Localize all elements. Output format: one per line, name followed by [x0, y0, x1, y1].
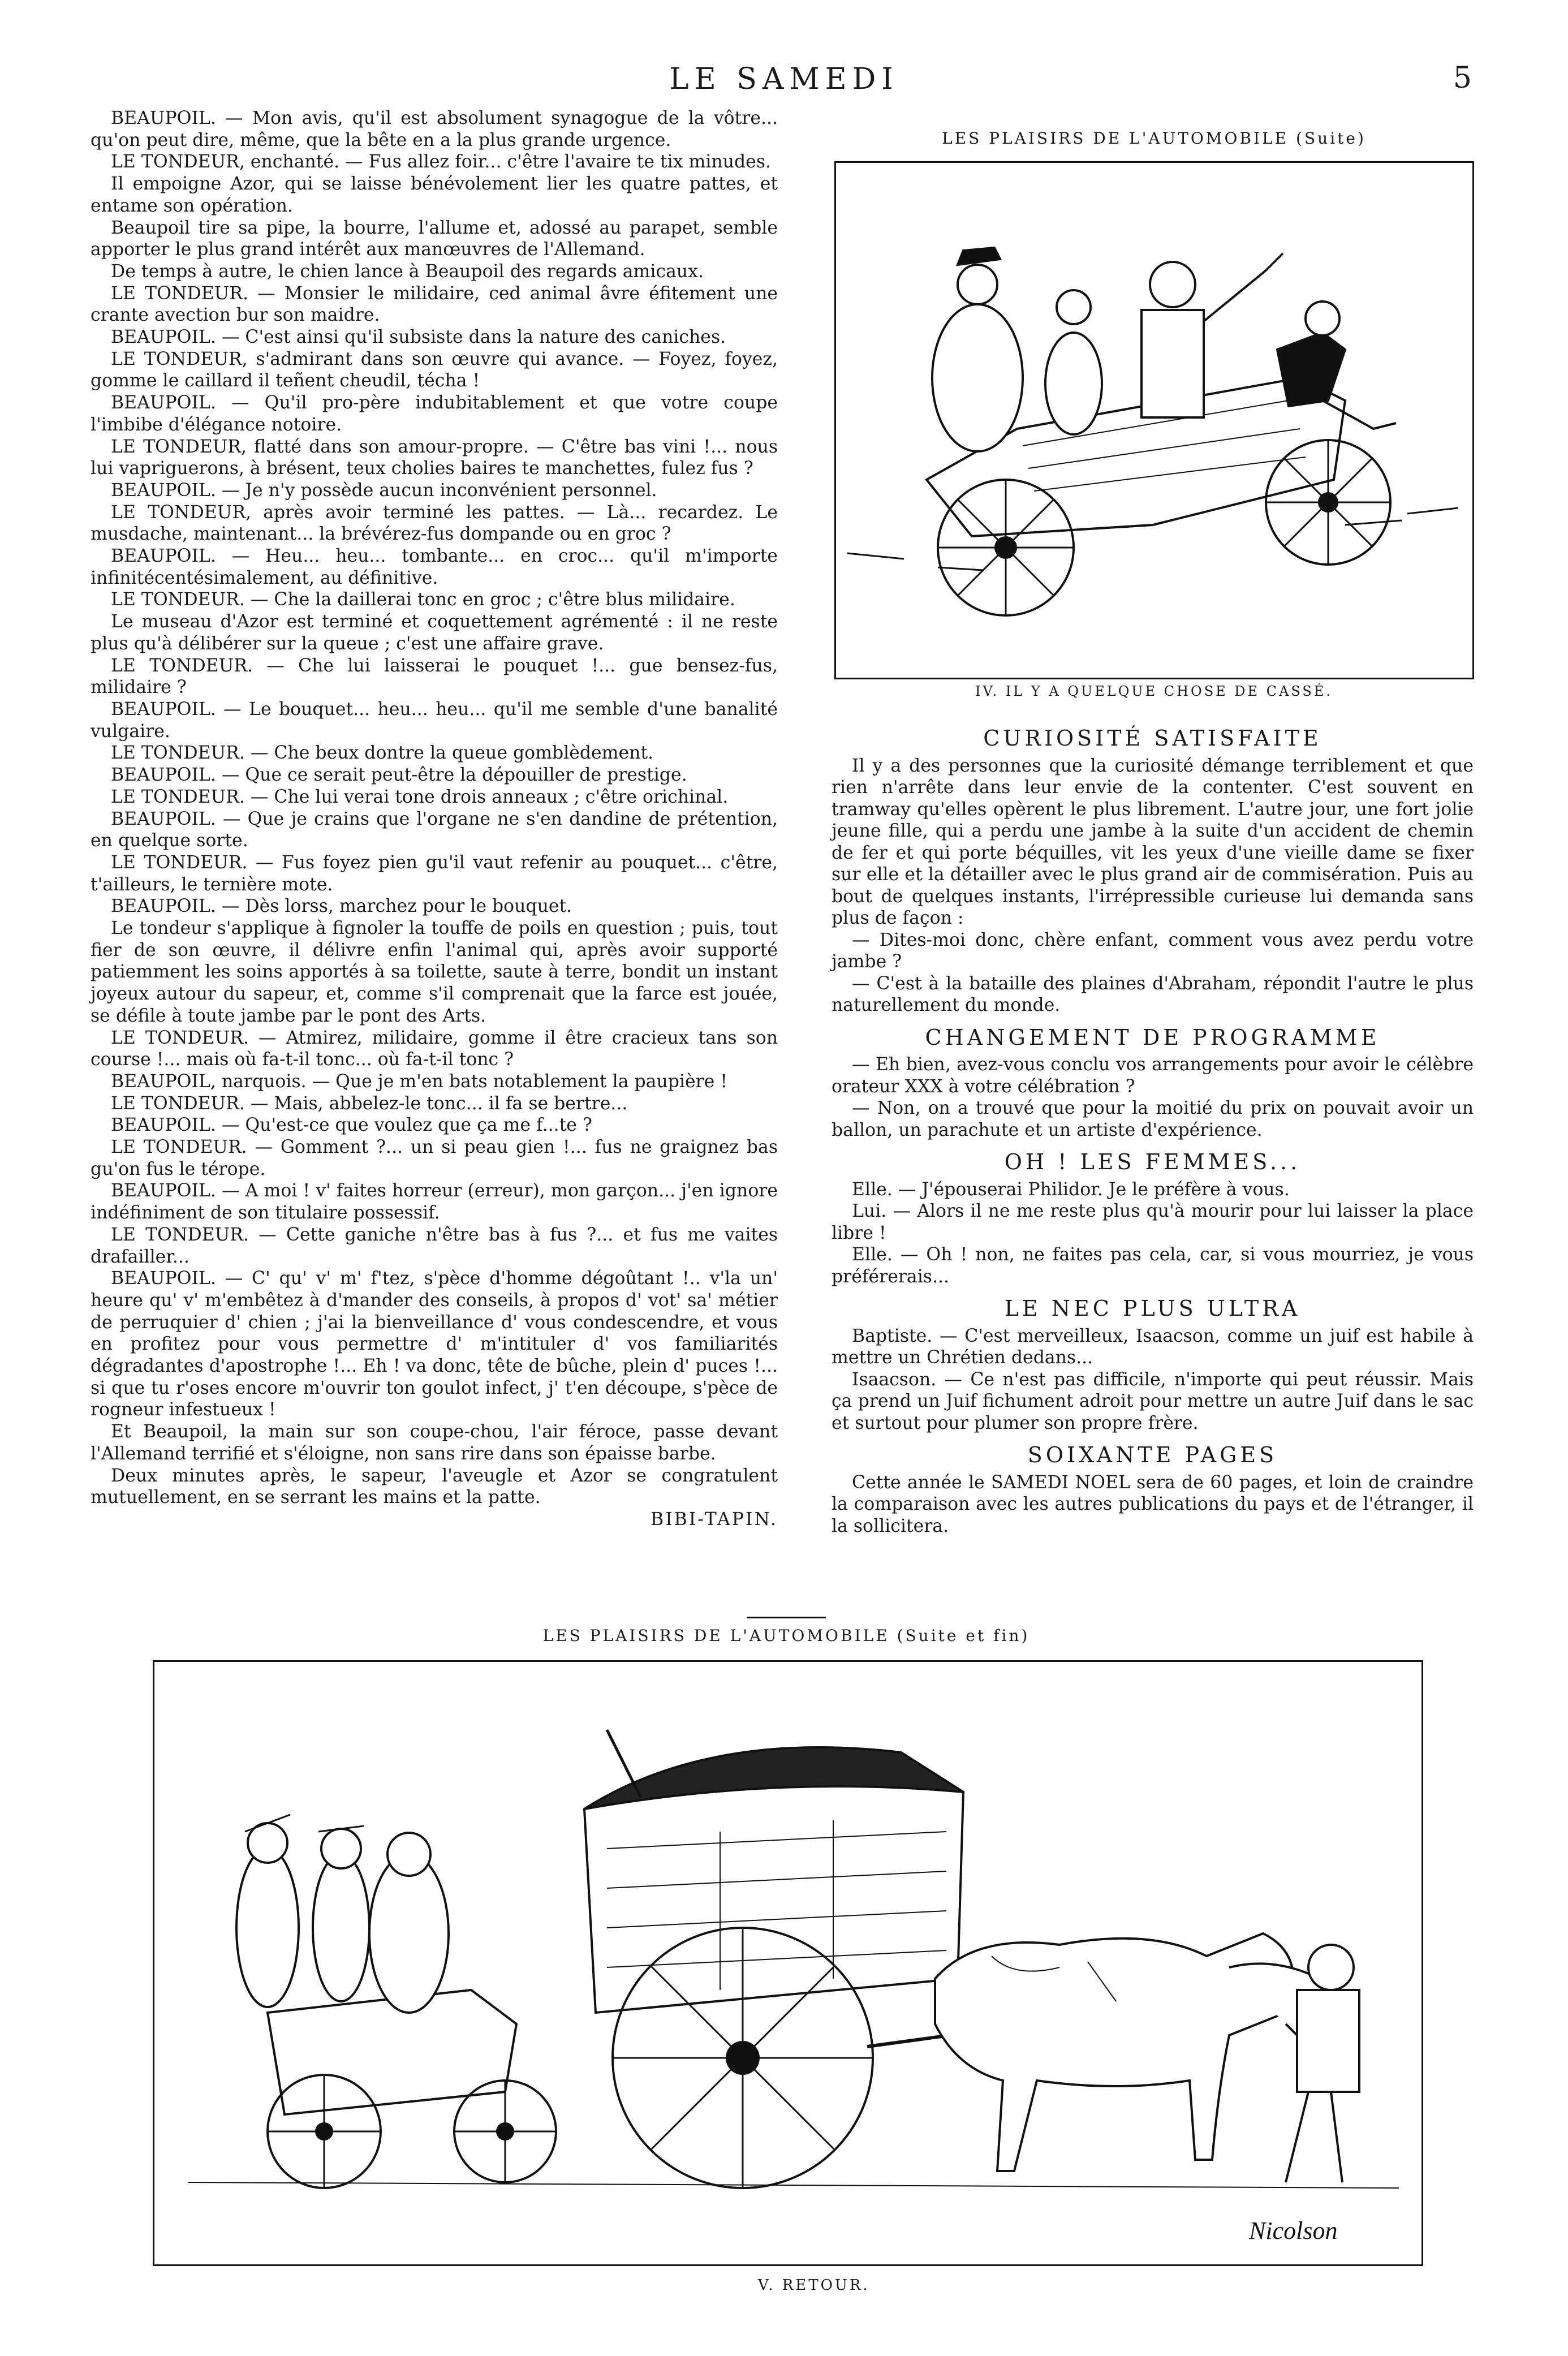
top-illustration-caption: IV. IL Y A QUELQUE CHOSE DE CASSÉ.: [975, 683, 1333, 699]
story-paragraph: BEAUPOIL. — C' qu' v' m' f'tez, s'pèce d'homme dégoûtant !.. v'la un' heure qu' v' m'embêtez à d'mander des conseils, à propos d' vot' sa' métier de perruquier d' chien ; j'ai la bienveillance d' vous condescendre, et vous en profitez pour vous permettre d' m'intituler d' vos familiarités dégradantes d'apostrophe !... Eh ! va donc, tête de bûche, plein d' puces !... si que tu r'oses encore m'ouvrir ton goulot infect, j' t'en découpe, s'pèce de rogneur infestueux !: [91, 1268, 778, 1420]
horse-towing-car-illustration: [154, 1662, 1421, 2264]
story-paragraph: LE TONDEUR. — Che beux dontre la queue gomblèdement.: [111, 743, 654, 764]
story-paragraph: BEAUPOIL. — Que je crains que l'organe ne s'en dandine de prétention, en quelque sorte.: [91, 808, 778, 851]
story-paragraph: BEAUPOIL. — Le bouquet... heu... heu... qu'il me semble d'une banalité vulgaire.: [91, 699, 778, 742]
story-paragraph: Le tondeur s'applique à fignoler la touffe de poils en question ; puis, tout fier de son œuvre, il délivre enfin l'animal qui, après avoir supporté patiemment les soins apportés à sa toilette, saute à terre, bondit un instant joyeux autour du sapeur, et, comme s'il comprenait que la farce est jouée, se défile à toute jambe par le pont des Arts.: [91, 918, 778, 1026]
story-paragraph: BEAUPOIL. — A moi ! v' faites horreur (erreur), mon garçon... j'en ignore indéfiniment de son titulaire possessif.: [91, 1181, 778, 1224]
article-heading: CHANGEMENT DE PROGRAMME: [925, 1024, 1380, 1050]
story-paragraph: De temps à autre, le chien lance à Beaupoil des regards amicaux.: [111, 261, 704, 282]
article-paragraph: — C'est à la bataille des plaines d'Abraham, répondit l'autre le plus naturellement du monde.: [832, 973, 1474, 1015]
story-paragraph: BEAUPOIL. — Mon avis, qu'il est absolument synagogue de la vôtre... qu'on peut dire, même, que la bête en a la plus grande urgence.: [91, 108, 778, 150]
story-paragraph: LE TONDEUR, flatté dans son amour-propre. — C'être bas vini !... nous lui vapriguerons, à brésent, teux cholies baires te manchettes, fulez fus ?: [91, 436, 778, 479]
article-paragraph: — Dites-moi donc, chère enfant, comment vous avez perdu votre jambe ?: [832, 929, 1474, 972]
story-paragraph: Il empoigne Azor, qui se laisse bénévolement lier les quatre pattes, et entame son opération.: [91, 174, 778, 216]
story-paragraph: LE TONDEUR. — Mais, abbelez-le tonc... il fa se bertre...: [111, 1093, 628, 1114]
story-paragraph: LE TONDEUR, après avoir terminé les pattes. — Là... recardez. Le musdache, maintenant... la brévérez-fus dompande ou en groc ?: [91, 502, 778, 545]
article-paragraph: Elle. — J'épouserai Philidor. Je le préfère à vous.: [852, 1179, 1290, 1200]
bottom-illustration-frame: [153, 1660, 1423, 2266]
story-paragraph: LE TONDEUR. — Che lui laisserai le pouquet !... gue bensez-fus, milidaire ?: [91, 655, 778, 698]
article-paragraph: — Non, on a trouvé que pour la moitié du prix on pouvait avoir un ballon, un parachute et un artiste d'expérience.: [832, 1098, 1474, 1140]
story-paragraph: BEAUPOIL. — Dès lorss, marchez pour le bouquet.: [111, 896, 572, 917]
left-column-story: [91, 107, 778, 1531]
right-column-articles: [832, 717, 1474, 1537]
artist-signature: Nicolson: [1249, 2217, 1338, 2245]
story-paragraph: BEAUPOIL. — Je n'y possède aucun inconvénient personnel.: [111, 480, 657, 501]
story-paragraph: BEAUPOIL. — C'est ainsi qu'il subsiste dans la nature des caniches.: [111, 327, 726, 348]
article-paragraph: — Eh bien, avez-vous conclu vos arrangements pour avoir le célèbre orateur XXX à votre célébration ?: [832, 1054, 1474, 1097]
story-paragraph: BEAUPOIL. — Qu'il pro-père indubitablement et que votre coupe l'imbibe d'élégance notoire.: [91, 393, 778, 435]
article-heading: CURIOSITÉ SATISFAITE: [983, 726, 1322, 751]
story-paragraph: Et Beaupoil, la main sur son coupe-chou, l'air féroce, passe devant l'Allemand terrifié et s'éloigne, non sans rire dans son épaisse barbe.: [91, 1422, 778, 1464]
article-paragraph: Elle. — Oh ! non, ne faites pas cela, car, si vous mourriez, je vous préférerais...: [832, 1244, 1474, 1287]
article-heading: SOIXANTE PAGES: [1027, 1442, 1278, 1467]
story-paragraph: LE TONDEUR. — Monsier le milidaire, ced animal âvre éfitement une crante avection bur son maidre.: [91, 283, 778, 326]
article-paragraph: Baptiste. — C'est merveilleux, Isaacson, comme un juif est habile à mettre un Chrétien dedans...: [832, 1325, 1474, 1368]
top-illustration-title: LES PLAISIRS DE L'AUTOMOBILE (Suite): [942, 129, 1366, 148]
article-heading: OH ! LES FEMMES...: [1004, 1149, 1301, 1174]
story-paragraph: LE TONDEUR. — Cette ganiche n'être bas à fus ?... et fus me vaites drafailler...: [91, 1224, 778, 1267]
bottom-illustration-caption: V. RETOUR.: [758, 2277, 870, 2294]
article-paragraph: Il y a des personnes que la curiosité démange terriblement et que rien n'arrête dans leur envie de la contenter. C'est souvent en tramway qu'elles opèrent le plus librement. L'autre jour, une fort jolie jeune fille, qui a perdu une jambe à la suite d'un accident de chemin de fer et qui porte béquilles, vit les yeux d'une vieille dame se fixer sur elle et la détailler avec le plus grand air de commisération. Puis au bout de quelques instants, l'irrépressible curieuse lui demanda sans plus de façon :: [832, 755, 1474, 928]
story-paragraph: LE TONDEUR. — Atmirez, milidaire, gomme il être cracieux tans son course !... mais où fa-t-il tonc... où fa-t-il tonc ?: [91, 1027, 778, 1070]
article-sections: [832, 727, 1474, 1537]
story-paragraph: LE TONDEUR, enchanté. — Fus allez foir... c'être l'avaire te tix minudes.: [111, 152, 771, 173]
story-paragraph: LE TONDEUR, s'admirant dans son œuvre qui avance. — Foyez, foyez, gomme le caillard il teñent cheudil, técha !: [91, 348, 778, 391]
story-paragraphs: [91, 107, 778, 1509]
story-paragraph: LE TONDEUR. — Fus foyez pien gu'il vaut refenir au pouquet... c'être, t'ailleurs, le ternière mote.: [91, 852, 778, 895]
article-heading: LE NEC PLUS ULTRA: [1004, 1296, 1301, 1321]
story-paragraph: Deux minutes après, le sapeur, l'aveugle et Azor se congratulent mutuellement, en se serrant les mains et la patte.: [91, 1465, 778, 1508]
story-paragraph: Beaupoil tire sa pipe, la bourre, l'allume et, adossé au parapet, semble apporter le plus grand intérêt aux manœuvres de l'Allemand.: [91, 217, 778, 260]
story-paragraph: LE TONDEUR. — Che la daillerai tonc en groc ; c'être blus milidaire.: [111, 589, 735, 610]
article-paragraph: Isaacson. — Ce n'est pas difficile, n'importe qui peut réussir. Mais ça prend un Juif fichument adroit pour mettre un autre Juif dans le sac et surtout pour plumer son propre frère.: [832, 1369, 1474, 1433]
story-paragraph: LE TONDEUR. — Gomment ?... un si peau gien !... fus ne graignez bas gu'on fus le térope.: [91, 1137, 778, 1179]
story-paragraph: BEAUPOIL. — Que ce serait peut-être la dépouiller de prestige.: [111, 765, 687, 786]
article-paragraph: Cette année le SAMEDI NOEL sera de 60 pages, et loin de craindre la comparaison avec les autres publications du pays et de l'étranger, il la sollicitera.: [832, 1472, 1474, 1536]
top-illustration-frame: [834, 161, 1474, 679]
story-paragraph: LE TONDEUR. — Che lui verai tone drois anneaux ; c'être orichinal.: [111, 786, 729, 807]
article-paragraph: Lui. — Alors il ne me reste plus qu'à mourir pour lui laisser la place libre !: [832, 1201, 1474, 1243]
newspaper-title: LE SAMEDI: [669, 62, 899, 96]
bottom-illustration-title: LES PLAISIRS DE L'AUTOMOBILE (Suite et fin): [542, 1626, 1030, 1645]
story-signature: BIBI-TAPIN.: [651, 1509, 778, 1530]
story-paragraph: BEAUPOIL, narquois. — Que je m'en bats notablement la paupière !: [111, 1071, 727, 1092]
broken-car-illustration: [836, 163, 1472, 678]
story-paragraph: BEAUPOIL. — Heu... heu... tombante... en croc... qu'il m'importe infinitécentésimalement, au définitive.: [91, 546, 778, 588]
story-paragraph: Le museau d'Azor est terminé et coquettement agrémenté : il ne reste plus qu'à délibérer sur la queue ; c'est une affaire grave.: [91, 611, 778, 654]
page-number: 5: [1453, 61, 1472, 95]
story-paragraph: BEAUPOIL. — Qu'est-ce que voulez que ça me f...te ?: [111, 1115, 592, 1136]
section-divider: [747, 1617, 826, 1618]
